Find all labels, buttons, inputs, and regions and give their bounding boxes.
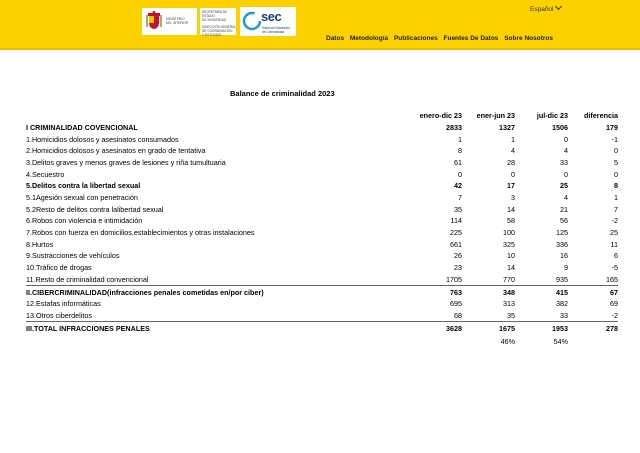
table-row <box>26 180 618 192</box>
row-value: 35 <box>462 310 515 322</box>
row-value: 125 <box>556 228 568 238</box>
row-value: 1327 <box>499 122 515 132</box>
row-value: 0 <box>564 169 568 179</box>
empty-cell <box>386 334 462 348</box>
row-value: -2 <box>611 216 618 226</box>
row-value: 67 <box>610 287 618 297</box>
row-label: 13.Otros ciberdelitos <box>26 310 386 322</box>
main-nav <box>326 35 557 42</box>
secretaria-estado-logo[interactable] <box>200 8 236 35</box>
row-label: 3.Delitos graves y menos graves de lesiones y riña tumultuaria <box>26 157 226 167</box>
table-row <box>26 204 618 216</box>
table-row <box>26 227 618 239</box>
row-value: 14 <box>507 204 515 214</box>
row-value: 58 <box>507 216 515 226</box>
row-value: 25 <box>560 181 568 191</box>
logo-line: Sistema Estadístico <box>262 26 290 30</box>
sec-mark: sec <box>261 9 282 24</box>
empty-cell <box>26 334 386 348</box>
row-value: 5 <box>614 157 618 167</box>
row-label: 10.Tráfico de drogas <box>26 263 92 273</box>
table-row <box>26 192 618 204</box>
row-value: 7 <box>458 193 462 203</box>
row-value: 0 <box>614 169 618 179</box>
table-body <box>26 122 618 348</box>
table-row <box>26 286 618 298</box>
table-row <box>26 145 618 157</box>
row-value: 382 <box>556 299 568 309</box>
row-value: 114 <box>450 216 462 226</box>
table-row <box>26 250 618 262</box>
row-value: 100 <box>503 228 515 238</box>
row-value: 325 <box>503 239 515 249</box>
row-value: 42 <box>454 181 462 191</box>
row-value: 14 <box>507 263 515 273</box>
nav-publicaciones[interactable]: Publicaciones <box>393 35 438 42</box>
row-value: -2 <box>568 310 618 322</box>
row-value: -1 <box>611 134 618 144</box>
row-value: 28 <box>507 157 515 167</box>
row-label: 5.2Resto de delitos contra lalibertad sexual <box>26 204 164 214</box>
row-label: 7.Robos con fuerza en domicilios,establecimientos y otras instalaciones <box>26 228 255 238</box>
row-label: 1.Homicidios dolosos y asesinatos consumados <box>26 134 179 144</box>
row-value: 1953 <box>552 323 568 333</box>
row-label: 6.Robos con violencia e intimidación <box>26 216 143 226</box>
table-row <box>26 298 618 310</box>
nav-sobre-nosotros[interactable]: Sobre Nosotros <box>504 35 553 42</box>
row-value: 4 <box>564 193 568 203</box>
logo-line: DIRECCIÓN GENERAL <box>202 25 237 29</box>
row-value: 179 <box>606 122 618 132</box>
row-label: I CRIMINALIDAD COVENCIONAL <box>26 122 138 132</box>
percentage-value: 46% <box>500 337 515 347</box>
table-row <box>26 122 618 134</box>
row-value: 3 <box>511 193 515 203</box>
logo-line: DEL INTERIOR <box>166 21 189 25</box>
row-value: 0 <box>614 146 618 156</box>
row-value: 348 <box>503 287 515 297</box>
row-value: 0 <box>511 169 515 179</box>
row-value: 11 <box>610 239 618 249</box>
row-label: 9.Sustracciones de vehículos <box>26 251 120 261</box>
row-value: 415 <box>556 287 568 297</box>
language-label: Español <box>530 6 554 13</box>
row-label: 11.Resto de criminalidad convencional <box>26 274 386 286</box>
row-value: 1705 <box>386 274 462 286</box>
ministerio-interior-logo[interactable] <box>142 8 197 35</box>
row-value: 1 <box>614 193 618 203</box>
row-value: 33 <box>560 157 568 167</box>
empty-cell <box>568 334 618 348</box>
row-value: 6 <box>614 251 618 261</box>
table-row <box>26 239 618 251</box>
row-value: 225 <box>450 228 462 238</box>
percentage-row <box>26 334 618 348</box>
coat-of-arms-icon <box>146 11 162 31</box>
sec-logo[interactable] <box>240 7 296 36</box>
logo-line: de Criminalidad <box>262 30 285 34</box>
report-title: Balance de criminalidad 2023 <box>230 89 335 98</box>
sec-ring-icon <box>242 10 262 32</box>
row-value: 8 <box>458 146 462 156</box>
site-header <box>0 0 640 50</box>
row-value: 33 <box>515 310 568 322</box>
table-row <box>26 168 618 180</box>
logo-line: DE COORDINACIÓN <box>202 29 233 33</box>
table-row <box>26 262 618 274</box>
chevron-down-icon <box>554 3 561 10</box>
table-row <box>26 310 618 322</box>
row-value: -5 <box>611 263 618 273</box>
row-value: 1675 <box>499 323 515 333</box>
row-value: 56 <box>560 216 568 226</box>
row-value: 35 <box>454 204 462 214</box>
row-value: 8 <box>614 181 618 191</box>
row-value: 61 <box>454 157 462 167</box>
row-value: 10 <box>507 251 515 261</box>
row-value: 1 <box>511 134 515 144</box>
row-value: 21 <box>560 204 568 214</box>
row-label: 5.1Agesión sexual con penetración <box>26 193 138 203</box>
row-value: 23 <box>454 263 462 273</box>
row-value: 165 <box>568 274 618 286</box>
row-value: 17 <box>507 181 515 191</box>
table-row <box>26 322 618 334</box>
row-value: 1 <box>458 134 462 144</box>
row-value: 1506 <box>552 122 568 132</box>
row-value: 2833 <box>446 122 462 132</box>
nav-metodologia[interactable]: Metodología <box>349 35 389 42</box>
table-row <box>26 215 618 227</box>
row-value: 770 <box>462 274 515 286</box>
row-value: 4 <box>564 146 568 156</box>
row-value: 7 <box>614 204 618 214</box>
row-label: II.CIBERCRIMINALIDAD(infracciones penales cometidas en/por ciber) <box>26 287 264 297</box>
row-value: 68 <box>386 310 462 322</box>
row-value: 26 <box>454 251 462 261</box>
row-label: III.TOTAL INFRACCIONES PENALES <box>26 323 150 333</box>
table-row <box>26 133 618 145</box>
row-label: 8.Hurtos <box>26 239 54 249</box>
row-value: 763 <box>450 287 462 297</box>
row-label: 12.Estafas informáticas <box>26 299 101 309</box>
row-value: 3628 <box>446 323 462 333</box>
row-value: 0 <box>564 134 568 144</box>
column-header: ener-jun 23 <box>476 111 515 121</box>
column-header: jul-dic 23 <box>536 111 568 121</box>
percentage-value: 54% <box>553 337 568 347</box>
header-spacer <box>26 110 386 122</box>
row-value: 9 <box>564 263 568 273</box>
column-header: enero-dic 23 <box>419 111 462 121</box>
table-row <box>26 274 618 286</box>
logo-line: Y ESTUDIOS <box>202 33 222 37</box>
row-value: 336 <box>556 239 568 249</box>
table-header-row <box>26 110 618 122</box>
nav-fuentes-de-datos[interactable]: Fuentes De Datos <box>443 35 499 42</box>
table-row <box>26 157 618 169</box>
row-value: 313 <box>503 299 515 309</box>
row-label: 2.Homicidios dolosos y asesinatos en grado de tentativa <box>26 146 206 156</box>
language-selector[interactable] <box>530 6 561 13</box>
row-value: 935 <box>515 274 568 286</box>
row-value: 278 <box>606 323 618 333</box>
nav-datos[interactable]: Datos <box>326 35 345 42</box>
crime-balance-table <box>26 110 618 348</box>
row-value: 661 <box>450 239 462 249</box>
row-label: 5.Delitos contra la libertad sexual <box>26 181 141 191</box>
logo-line: MINISTERIO <box>166 17 185 21</box>
row-value: 69 <box>610 299 618 309</box>
row-value: 4 <box>511 146 515 156</box>
row-value: 0 <box>458 169 462 179</box>
logo-line: DE SEGURIDAD <box>202 18 227 22</box>
row-value: 16 <box>560 251 568 261</box>
row-label: 4.Secuestro <box>26 169 65 179</box>
row-value: 695 <box>450 299 462 309</box>
row-value: 25 <box>610 228 618 238</box>
logo-line: SECRETARÍA DE ESTADO <box>202 10 228 18</box>
column-header: diferencia <box>584 111 618 121</box>
